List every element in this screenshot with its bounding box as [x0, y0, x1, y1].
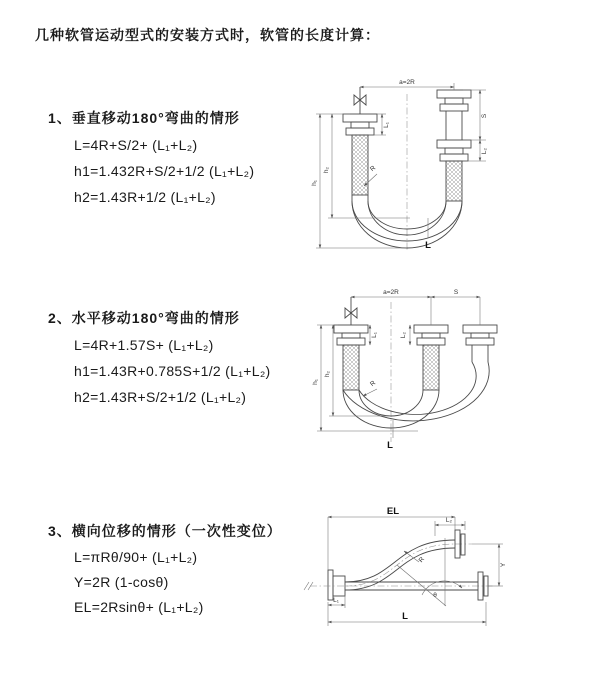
section-2-formula-h1: h1=1.43R+0.785S+1/2 (L₁+L₂) — [74, 363, 271, 379]
dim-label-l2: L₂ — [445, 517, 453, 524]
section-1-formula-h1: h1=1.432R+S/2+1/2 (L₁+L₂) — [74, 163, 255, 179]
dim-label-l1: L₁ — [383, 122, 390, 128]
length-label: L — [425, 240, 431, 251]
section-2-heading: 2、水平移动180°弯曲的情形 — [48, 310, 240, 326]
braided-hose-left — [352, 135, 368, 195]
section-1-heading: 1、垂直移动180°弯曲的情形 — [48, 110, 240, 126]
left-flange — [343, 114, 377, 135]
dim-label-s: S — [453, 289, 459, 296]
left-flange — [328, 570, 345, 600]
dim-label-el: EL — [386, 506, 400, 517]
section-3-formula-L: L=πRθ/90+ (L₁+L₂) — [74, 549, 198, 565]
braided-hose-left — [343, 345, 359, 390]
section-3-heading: 3、横向位移的情形（一次性变位） — [48, 523, 282, 539]
diagram-vertical-180-bend — [310, 70, 540, 255]
braided-hose-right — [446, 161, 462, 201]
section-2-formula-h2: h2=1.43R+S/2+1/2 (L₁+L₂) — [74, 389, 247, 405]
hose-assembly — [334, 297, 497, 428]
radius-label: R — [417, 555, 427, 565]
section-3-formula-EL: EL=2Rsinθ+ (L₁+L₂) — [74, 599, 204, 615]
dim-label-h1: h₁ — [311, 180, 318, 186]
diagram-lateral-displacement — [298, 498, 600, 646]
dim-label-h1: h₁ — [312, 379, 319, 385]
braided-hose-middle — [423, 345, 439, 390]
radius-label: R — [369, 164, 378, 174]
section-2-formula-L: L=4R+1.57S+ (L₁+L₂) — [74, 337, 214, 353]
dim-label-y: Y — [500, 562, 507, 568]
dim-label-s: S — [481, 113, 488, 119]
dimension-lines — [312, 289, 480, 451]
left-flange — [334, 325, 368, 345]
length-label: L — [402, 611, 408, 622]
dim-label-a2r: a=2R — [399, 79, 415, 86]
dim-label-l2: L₂ — [400, 331, 407, 339]
middle-flange — [414, 325, 448, 345]
dim-label-l1: L₁ — [371, 332, 378, 338]
dim-label-l2: L₂ — [481, 147, 488, 155]
dim-label-h2: h₂ — [324, 370, 331, 378]
dim-label-l1: L₁ — [333, 597, 339, 604]
section-3-formula-Y: Y=2R (1-cosθ) — [74, 574, 169, 590]
angle-label: θ — [433, 592, 437, 599]
valve-icon — [354, 87, 366, 114]
right-flange-lower — [437, 140, 471, 161]
valve-icon — [345, 297, 357, 325]
section-1-formula-L: L=4R+S/2+ (L₁+L₂) — [74, 137, 198, 153]
radius-label: R — [369, 379, 378, 389]
dimension-lines — [328, 506, 507, 626]
section-1-formula-h2: h2=1.43R+1/2 (L₁+L₂) — [74, 189, 216, 205]
dim-label-h2: h₂ — [323, 166, 330, 174]
s-curve-hose — [345, 540, 472, 590]
dim-label-a2r: a=2R — [383, 289, 399, 296]
right-flange-moved — [463, 325, 497, 345]
right-flange-upper — [437, 90, 471, 111]
diagram-horizontal-180-bend — [308, 282, 600, 454]
length-label: L — [387, 440, 393, 451]
page-title: 几种软管运动型式的安装方式时，软管的长度计算： — [35, 27, 380, 43]
hose-assembly — [304, 530, 494, 600]
